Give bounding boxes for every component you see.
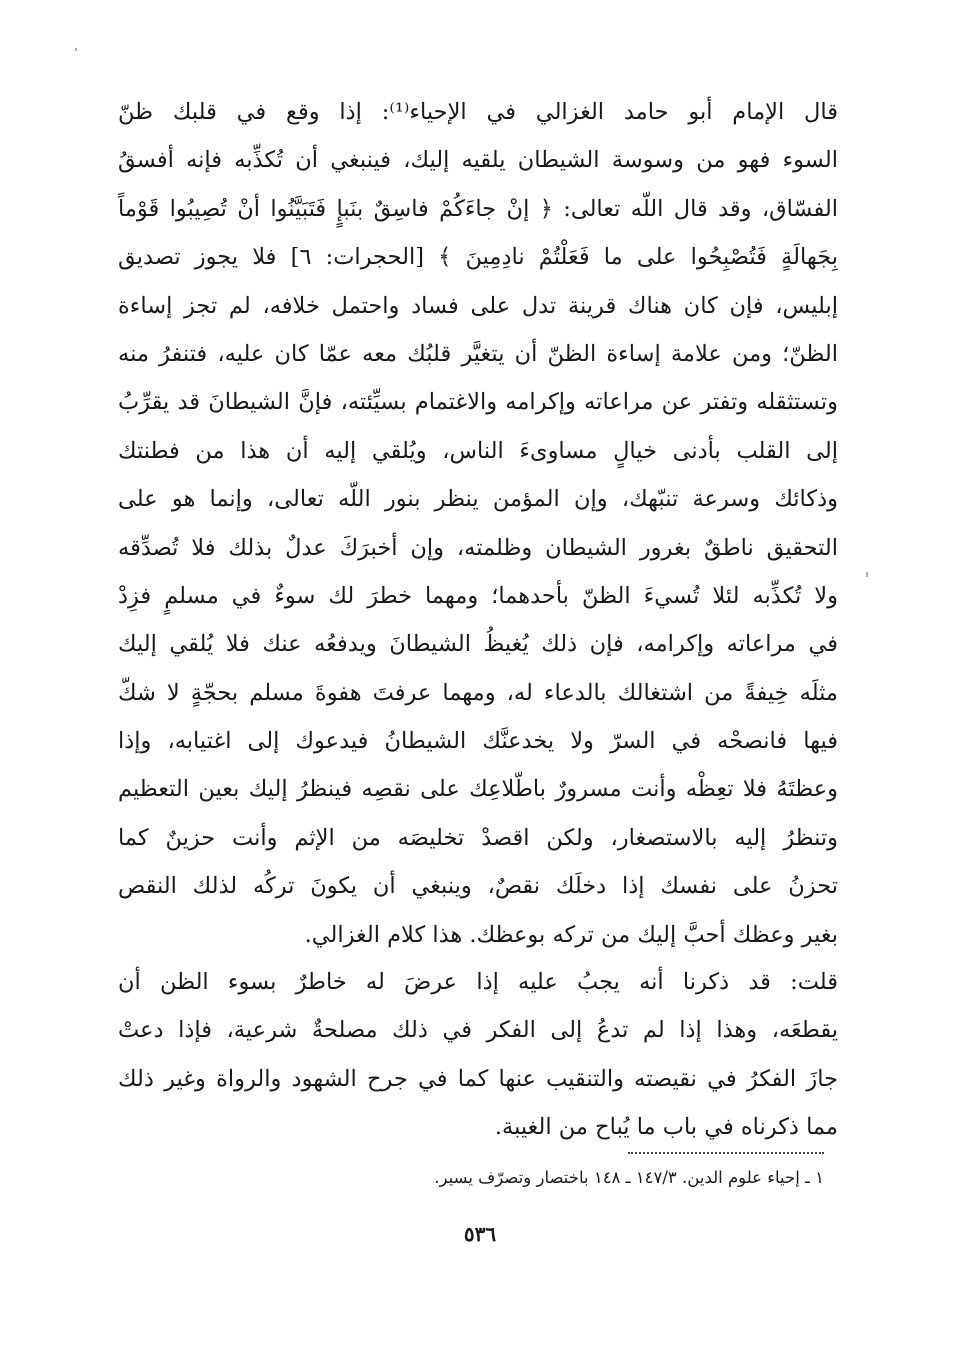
second-paragraph bbox=[118, 958, 838, 1152]
text-line: تحزنُ على نفسك إذا دخلَك نقصٌ، وينبغي أن يكونَ تركُه لذلك النقص bbox=[118, 873, 838, 900]
text-line: إبليس، فإن كان هناك قرينة تدل على فساد واحتمل خلافه، لم تجز إساءة bbox=[118, 292, 838, 319]
text-line: بغير وعظك أحبَّ إليك من تركه بوعظك. هذا كلام الغزالي. bbox=[304, 921, 838, 948]
margin-mark bbox=[75, 48, 77, 51]
footnote: ١ ـ إحياء علوم الدين. ١٤٧/٣ ـ ١٤٨ باختصار وتصرّف يسير. bbox=[434, 1168, 824, 1187]
text-line: ولا تُكذِّبه لئلا تُسيءَ الظنّ بأحدهما؛ ومهما خطرَ لك سوءٌ في مسلمٍ فزِدْ bbox=[118, 582, 838, 609]
text-line: بِجَهالَةٍ فَتُصْبِحُوا على ما فَعَلْتُمْ نادِمِينَ ﴾ [الحجرات: ٦] فلا يجوز تصديق bbox=[118, 244, 838, 271]
text-line: قال الإمام أبو حامد الغزالي في الإحياء⁽¹⁾: إذا وقع في قلبك ظنّ bbox=[118, 99, 838, 125]
text-line: وتنظرُ إليه بالاستصغار، ولكن اقصدْ تخليصَه من الإثم وأنت حزينٌ كما bbox=[118, 824, 838, 851]
text-line: وتستثقله وتفتر عن مراعاته وإكرامه والاغتمام بسيِّئته، فإنَّ الشيطانَ قد يقرِّبُ bbox=[118, 389, 838, 416]
text-line: الفسّاق، وقد قال اللّه تعالى: ﴿ إنْ جاءَكُمْ فاسِقٌ بنَبإٍ فَتَبَيَّنُوا أنْ تُصِيبُوا قَوْماً bbox=[118, 195, 838, 222]
margin-mark bbox=[866, 572, 868, 577]
text-line: وذكائك وسرعة تنبّهك، وإن المؤمن ينظر بنور اللّه تعالى، وإنما هو على bbox=[118, 486, 838, 513]
text-line: فيها فانصحْه في السرّ ولا يخدعنَّك الشيطانُ فيدعوك إلى اغتيابه، وإذا bbox=[118, 728, 838, 755]
footnote-separator bbox=[628, 1152, 824, 1154]
page-number: ٥٣٦ bbox=[463, 1222, 497, 1246]
main-paragraph bbox=[118, 88, 838, 959]
text-line: مما ذكرناه في باب ما يُباح من الغيبة. bbox=[494, 1114, 838, 1141]
text-line: في مراعاته وإكرامه، فإن ذلك يُغيظُ الشيطانَ ويدفعُه عنك فلا يُلقي إليك bbox=[118, 631, 838, 658]
text-line: وعظتَهُ فلا تعِظْه وأنت مسرورٌ باطّلاعِك على نقصِه فينظرُ إليك بعين التعظيم bbox=[118, 776, 838, 803]
text-line: إلى القلب بأدنى خيالٍ مساوىءَ الناس، ويُلقي إليه أن هذا من فطنتك bbox=[118, 437, 838, 464]
text-line: مثلَه خِيفةً من اشتغالك بالدعاء له، ومهما عرفتَ هفوةَ مسلم بحجّةٍ لا شكّ bbox=[118, 679, 838, 706]
text-line: التحقيق ناطقٌ بغرور الشيطان وظلمته، وإن أخبرَكَ عدلٌ بذلك فلا تُصدِّقه bbox=[118, 534, 838, 561]
text-line: قلت: قد ذكرنا أنه يجبُ عليه إذا عرضَ له خاطرٌ بسوء الظن أن bbox=[118, 969, 838, 995]
text-line: الظنّ؛ ومن علامة إساءة الظنّ أن يتغيَّر قلبُك معه عمّا كان عليه، فتنفرُ منه bbox=[118, 340, 838, 367]
text-line: جازَ الفكرُ في نقيصته والتنقيب عنها كما في جرح الشهود والرواة وغير ذلك bbox=[118, 1065, 838, 1092]
text-line: يقطعَه، وهذا إذا لم تدعُ إلى الفكر في ذلك مصلحةٌ شرعية، فإذا دعتْ bbox=[118, 1017, 838, 1044]
text-line: السوء فهو من وسوسة الشيطان يلقيه إليك، فينبغي أن تُكذِّبه فإنه أفسقُ bbox=[118, 147, 838, 174]
